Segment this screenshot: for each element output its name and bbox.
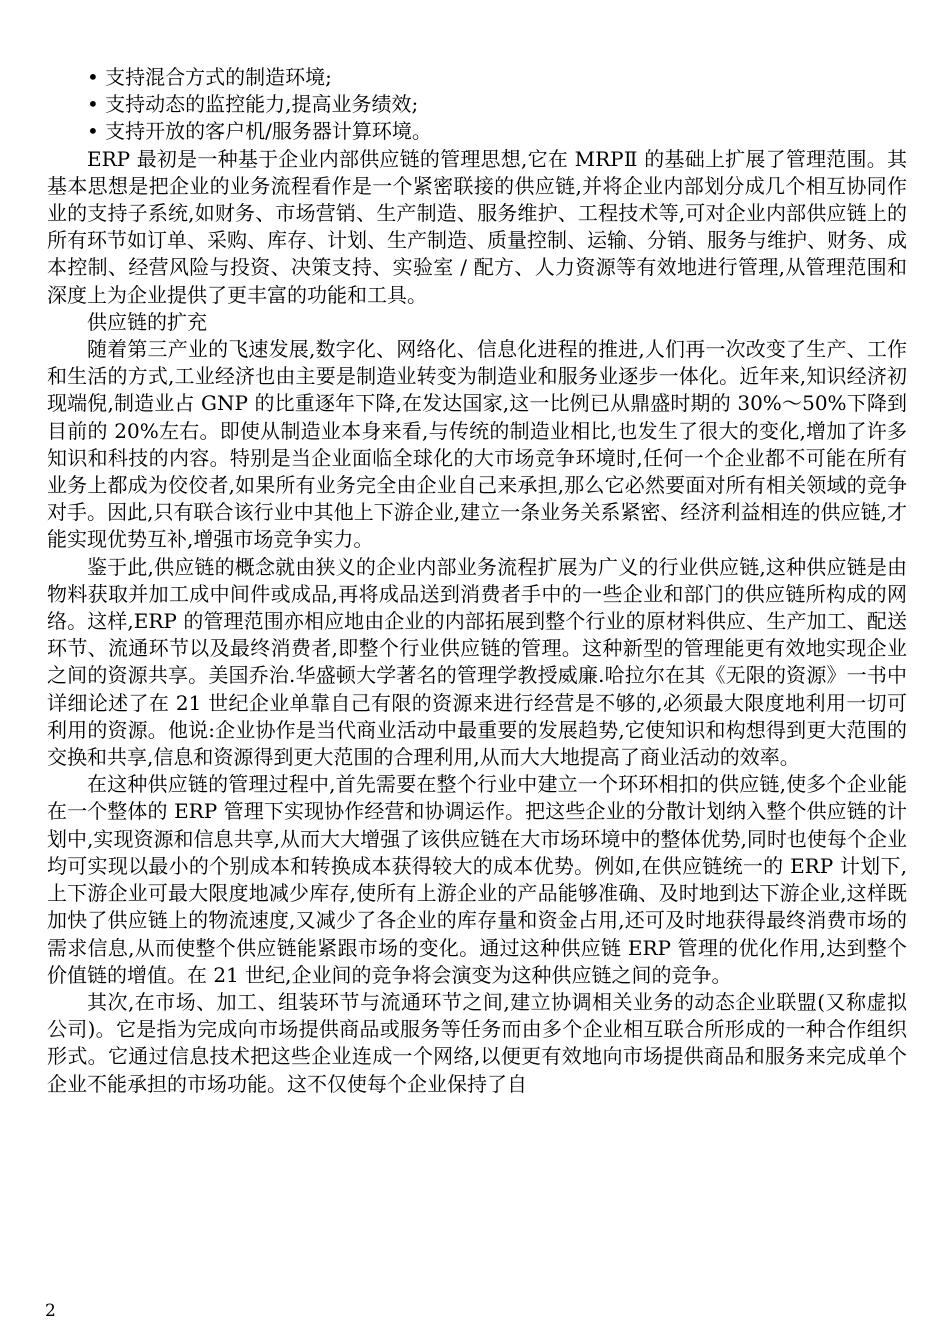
- bullet-item: • 支持动态的监控能力,提高业务绩效;: [87, 92, 419, 117]
- document-body: [47, 64, 907, 1098]
- paragraph: 鉴于此,供应链的概念就由狭义的企业内部业务流程扩展为广义的行业供应链,这种供应链是由物料获取并加工成中间件或成品,再将成品送到消费者手中的一些企业和部门的供应链所构成的网络。这样,ERP 的管理范围亦相应地由企业的内部拓展到整个行业的原材料供应、生产加工、配送环节、流通环节以及最终消费者,即整个行业供应链的管理。这种新型的管理能更有效地实现企业之间的资源共享。美国乔治.华盛顿大学著名的管理学教授威廉.哈拉尔在其《无限的资源》一书中详细论述了在 21 世纪企业单靠自己有限的资源来进行经营是不够的,必须最大限度地利用一切可利用的资源。他说:企业协作是当代商业活动中最重要的发展趋势,它使知识和构想得到更大范围的交换和共享,信息和资源得到更大范围的合理利用,从而大大地提高了商业活动的效率。: [47, 554, 907, 770]
- section-heading: 供应链的扩充: [87, 309, 207, 334]
- paragraph: 在这种供应链的管理过程中,首先需要在整个行业中建立一个环环相扣的供应链,使多个企业能在一个整体的 ERP 管理下实现协作经营和协调运作。把这些企业的分散计划纳入整个供应链的计划中,实现资源和信息共享,从而大大增强了该供应链在大市场环境中的整体优势,同时也使每个企业均可实现以最小的个别成本和转换成本获得较大的成本优势。例如,在供应链统一的 ERP 计划下,上下游企业可最大限度地减少库存,使所有上游企业的产品能够准确、及时地到达下游企业,这样既加快了供应链上的物流速度,又减少了各企业的库存量和资金占用,还可及时地获得最终消费市场的需求信息,从而使整个供应链能紧跟市场的变化。通过这种供应链 ERP 管理的优化作用,达到整个价值链的增值。在 21 世纪,企业间的竞争将会演变为这种供应链之间的竞争。: [47, 772, 907, 987]
- bullet-item: • 支持混合方式的制造环境;: [87, 65, 332, 89]
- page-number: 2: [45, 1301, 56, 1321]
- paragraph: 随着第三产业的飞速发展,数字化、网络化、信息化进程的推进,人们再一次改变了生产、工作和生活的方式,工业经济也由主要是制造业转变为制造业和服务业逐步一体化。近年来,知识经济初现端倪,制造业占 GNP 的比重逐年下降,在发达国家,这一比例已从鼎盛时期的 30%～50%下降到目前的 20%左右。即使从制造业本身来看,与传统的制造业相比,也发生了很大的变化,增加了许多知识和科技的内容。特别是当企业面临全球化的大市场竞争环境时,任何一个企业都不可能在所有业务上都成为佼佼者,如果所有业务完全由企业自己来承担,那么它必然要面对所有相关领域的竞争对手。因此,只有联合该行业中其他上下游企业,建立一条业务关系紧密、经济利益相连的供应链,才能实现优势互补,增强市场竞争实力。: [47, 337, 907, 552]
- bullet-item: • 支持开放的客户机/服务器计算环境。: [87, 119, 432, 144]
- paragraph: 其次,在市场、加工、组装环节与流通环节之间,建立协调相关业务的动态企业联盟(又称虚拟公司)。它是指为完成向市场提供商品或服务等任务而由多个企业相互联合所形成的一种合作组织形式。它通过信息技术把这些企业连成一个网络,以便更有效地向市场提供商品和服务来完成单个企业不能承担的市场功能。这不仅使每个企业保持了自: [47, 989, 907, 1096]
- paragraph-erp-intro: ERP 最初是一种基于企业内部供应链的管理思想,它在 MRPⅡ 的基础上扩展了管理范围。其基本思想是把企业的业务流程看作是一个紧密联接的供应链,并将企业内部划分成几个相互协同作业的支持子系统,如财务、市场营销、生产制造、服务维护、工程技术等,可对企业内部供应链上的所有环节如订单、采购、库存、计划、生产制造、质量控制、运输、分销、服务与维护、财务、成本控制、经营风险与投资、决策支持、实验室 / 配方、人力资源等有效地进行管理,从管理范围和深度上为企业提供了更丰富的功能和工具。: [47, 146, 907, 307]
- feature-bullet-list: [47, 64, 907, 146]
